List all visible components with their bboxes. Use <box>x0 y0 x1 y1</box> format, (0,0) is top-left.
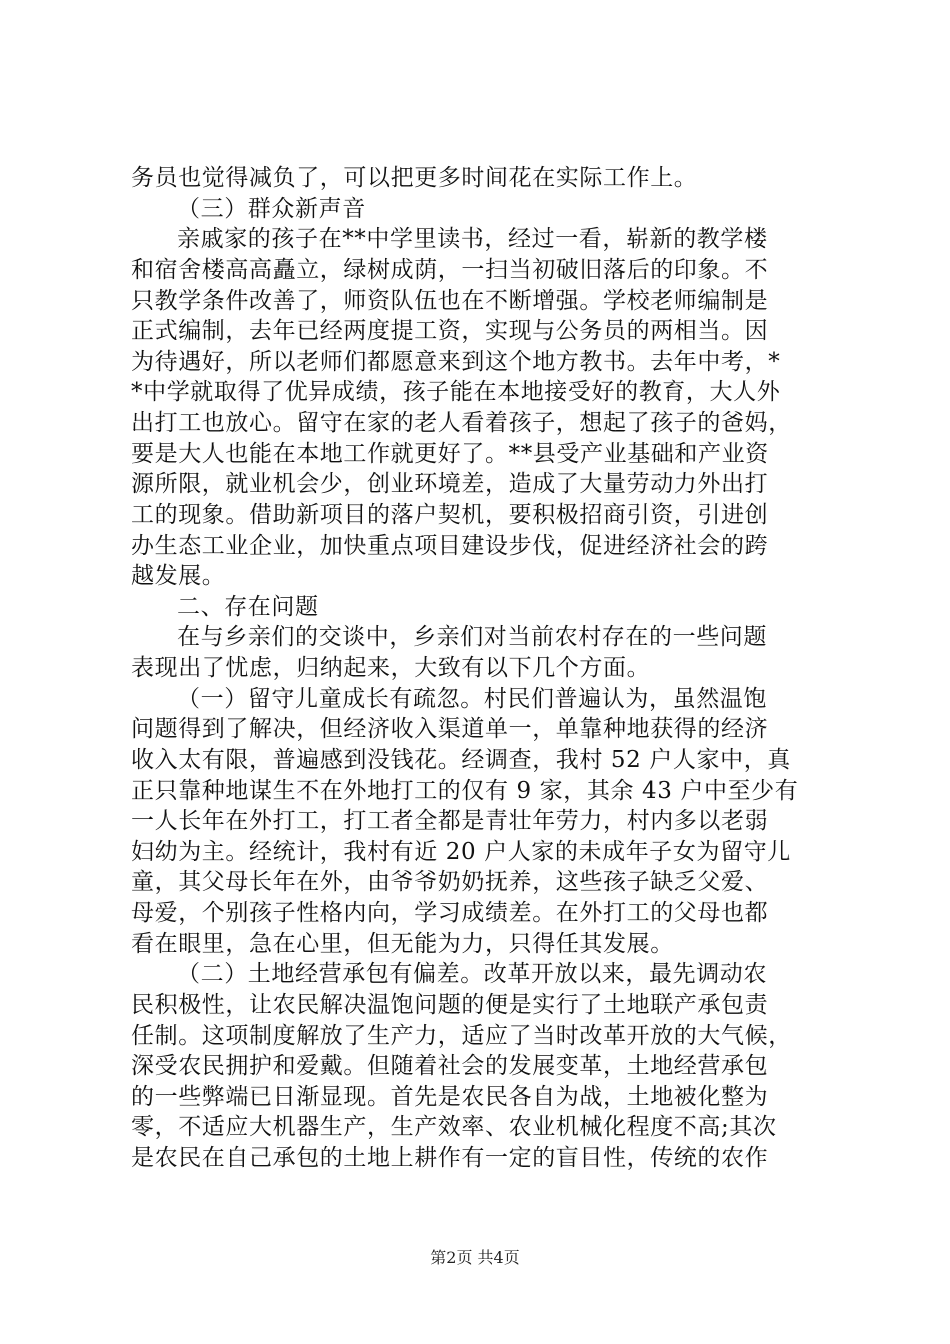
text-line: 妇幼为主。经统计，我村有近 20 户人家的未成年子女为留守儿 <box>131 839 791 865</box>
text-line: 工的现象。借助新项目的落户契机，要积极招商引资，引进创 <box>131 502 769 528</box>
text-line: 越发展。 <box>131 563 226 589</box>
text-line: 的一些弊端已日渐显现。首先是农民各自为战，土地被化整为 <box>131 1084 769 1110</box>
text-line: 在与乡亲们的交谈中，乡亲们对当前农村存在的一些问题 <box>177 624 767 650</box>
text-line: 是农民在自己承包的土地上耕作有一定的盲目性，传统的农作 <box>131 1145 769 1171</box>
text-line: （二）土地经营承包有偏差。改革开放以来，最先调动农 <box>177 961 767 987</box>
text-line: 深受农民拥护和爱戴。但随着社会的发展变革，土地经营承包 <box>131 1053 769 1079</box>
text-line: 民积极性，让农民解决温饱问题的便是实行了土地联产承包责 <box>131 992 769 1018</box>
text-line: 只教学条件改善了，师资队伍也在不断增强。学校老师编制是 <box>131 288 769 314</box>
text-line: 一人长年在外打工，打工者全都是青壮年劳力，村内多以老弱 <box>131 808 769 834</box>
text-line: 任制。这项制度解放了生产力，适应了当时改革开放的大气候， <box>131 1023 792 1049</box>
text-line: 亲戚家的孩子在**中学里读书，经过一看，崭新的教学楼 <box>177 226 768 252</box>
text-line: 表现出了忧虑，归纳起来，大致有以下几个方面。 <box>131 655 651 681</box>
text-line: 看在眼里，急在心里，但无能为力，只得任其发展。 <box>131 931 674 957</box>
text-line: 收入太有限，普遍感到没钱花。经调查，我村 52 户人家中，真 <box>131 747 791 773</box>
text-line: 要是大人也能在本地工作就更好了。**县受产业基础和产业资 <box>131 441 769 467</box>
text-line: 源所限，就业机会少，创业环境差，造成了大量劳动力外出打 <box>131 471 769 497</box>
page-footer: 第2页 共4页 <box>430 1248 520 1267</box>
text-line: 正式编制，去年已经两度提工资，实现与公务员的两相当。因 <box>131 318 769 344</box>
text-line: 为待遇好，所以老师们都愿意来到这个地方教书。去年中考，* <box>131 349 781 375</box>
text-line: 童，其父母长年在外，由爷爷奶奶抚养，这些孩子缺乏父爱、 <box>131 869 769 895</box>
text-line: 出打工也放心。留守在家的老人看着孩子，想起了孩子的爸妈， <box>131 410 792 436</box>
text-line: （一）留守儿童成长有疏忽。村民们普遍认为，虽然温饱 <box>177 686 767 712</box>
text-line: *中学就取得了优异成绩，孩子能在本地接受好的教育，大人外 <box>131 379 781 405</box>
text-line: 和宿舍楼高高矗立，绿树成荫，一扫当初破旧落后的印象。不 <box>131 257 769 283</box>
text-line: 务员也觉得减负了，可以把更多时间花在实际工作上。 <box>131 165 698 191</box>
text-line: 零，不适应大机器生产，生产效率、农业机械化程度不高;其次 <box>131 1114 777 1140</box>
section-heading: （三）群众新声音 <box>177 196 366 222</box>
section-heading: 二、存在问题 <box>177 594 319 620</box>
text-line: 母爱，个别孩子性格内向，学习成绩差。在外打工的父母也都 <box>131 900 769 926</box>
text-line: 办生态工业企业，加快重点项目建设步伐，促进经济社会的跨 <box>131 533 769 559</box>
text-line: 问题得到了解决，但经济收入渠道单一，单靠种地获得的经济 <box>131 716 769 742</box>
text-line: 正只靠种地谋生不在外地打工的仅有 9 家，其余 43 户中至少有 <box>131 778 799 804</box>
